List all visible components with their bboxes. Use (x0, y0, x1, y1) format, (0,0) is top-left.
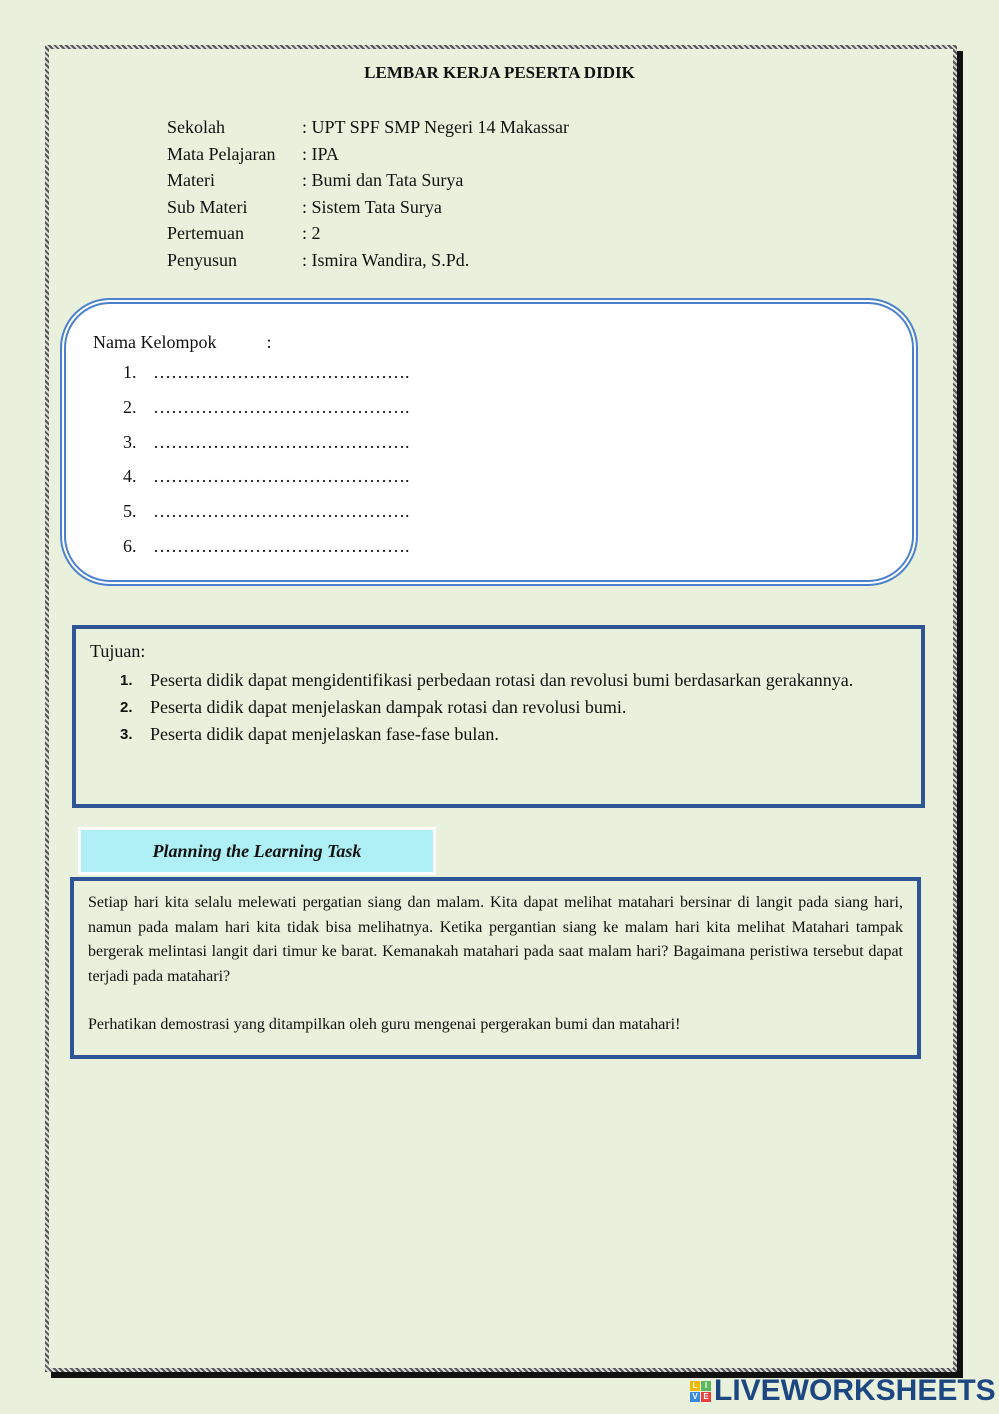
meta-value: : Sistem Tata Surya (302, 196, 442, 217)
planning-label: Planning the Learning Task (78, 827, 436, 875)
live-logo-icon: L I V E (690, 1381, 711, 1402)
group-label: Nama Kelompok : (93, 332, 272, 352)
meta-info (167, 114, 569, 273)
task-paragraph: Setiap hari kita selalu melewati pergatian siang dan malam. Kita dapat melihat matahari bersinar di langit pada siang hari, namun pada malam hari kita tidak bisa melihatnya. Ketika pergantian siang ke malam hari kita melihat Matahari tampak bergerak melintasi langit dari timur ke barat. Kemanakah matahari pada saat malam hari? Bagaimana peristiwa tersebut dapat terjadi pada matahari? (88, 894, 903, 985)
meta-value: : Ismira Wandira, S.Pd. (302, 249, 470, 270)
objectives-box (72, 625, 925, 808)
meta-value: : Bumi dan Tata Surya (302, 170, 464, 190)
member-field[interactable]: 6. ……………………………………. (123, 535, 410, 556)
meta-key: Sekolah (167, 117, 225, 137)
member-field[interactable]: 4. ……………………………………. (123, 466, 410, 487)
member-field[interactable]: 2. ……………………………………. (123, 396, 410, 417)
member-field[interactable]: 1. ……………………………………. (123, 362, 410, 382)
task-instruction: Perhatikan demostrasi yang ditampilkan oleh guru mengenai pergerakan bumi dan matahari! (88, 1016, 681, 1033)
meta-value: : IPA (302, 143, 339, 164)
group-members-box (60, 298, 918, 586)
objective-item: 2. Peserta didik dapat menjelaskan dampak rotasi dan revolusi bumi. (120, 697, 627, 717)
meta-key: Penyusun (167, 249, 238, 270)
objective-item: 1. Peserta didik dapat mengidentifikasi perbedaan rotasi dan revolusi bumi berdasarkan gerakannya. (120, 670, 854, 690)
meta-key: Sub Materi (167, 196, 248, 217)
meta-value: : 2 (302, 223, 321, 243)
meta-key: Mata Pelajaran (167, 143, 276, 164)
liveworksheets-logo: L I V E LIVEWORKSHEETS (690, 1374, 996, 1408)
meta-key: Pertemuan (167, 223, 244, 243)
task-box (70, 877, 921, 1059)
member-field[interactable]: 5. ……………………………………. (123, 501, 410, 522)
objectives-heading: Tujuan: (90, 641, 146, 661)
member-field[interactable]: 3. ……………………………………. (123, 431, 410, 452)
meta-key: Materi (167, 170, 215, 190)
worksheet-title: LEMBAR KERJA PESERTA DIDIK (364, 63, 635, 82)
meta-value: : UPT SPF SMP Negeri 14 Makassar (302, 117, 570, 137)
objective-item: 3. Peserta didik dapat menjelaskan fase-fase bulan. (120, 724, 499, 744)
